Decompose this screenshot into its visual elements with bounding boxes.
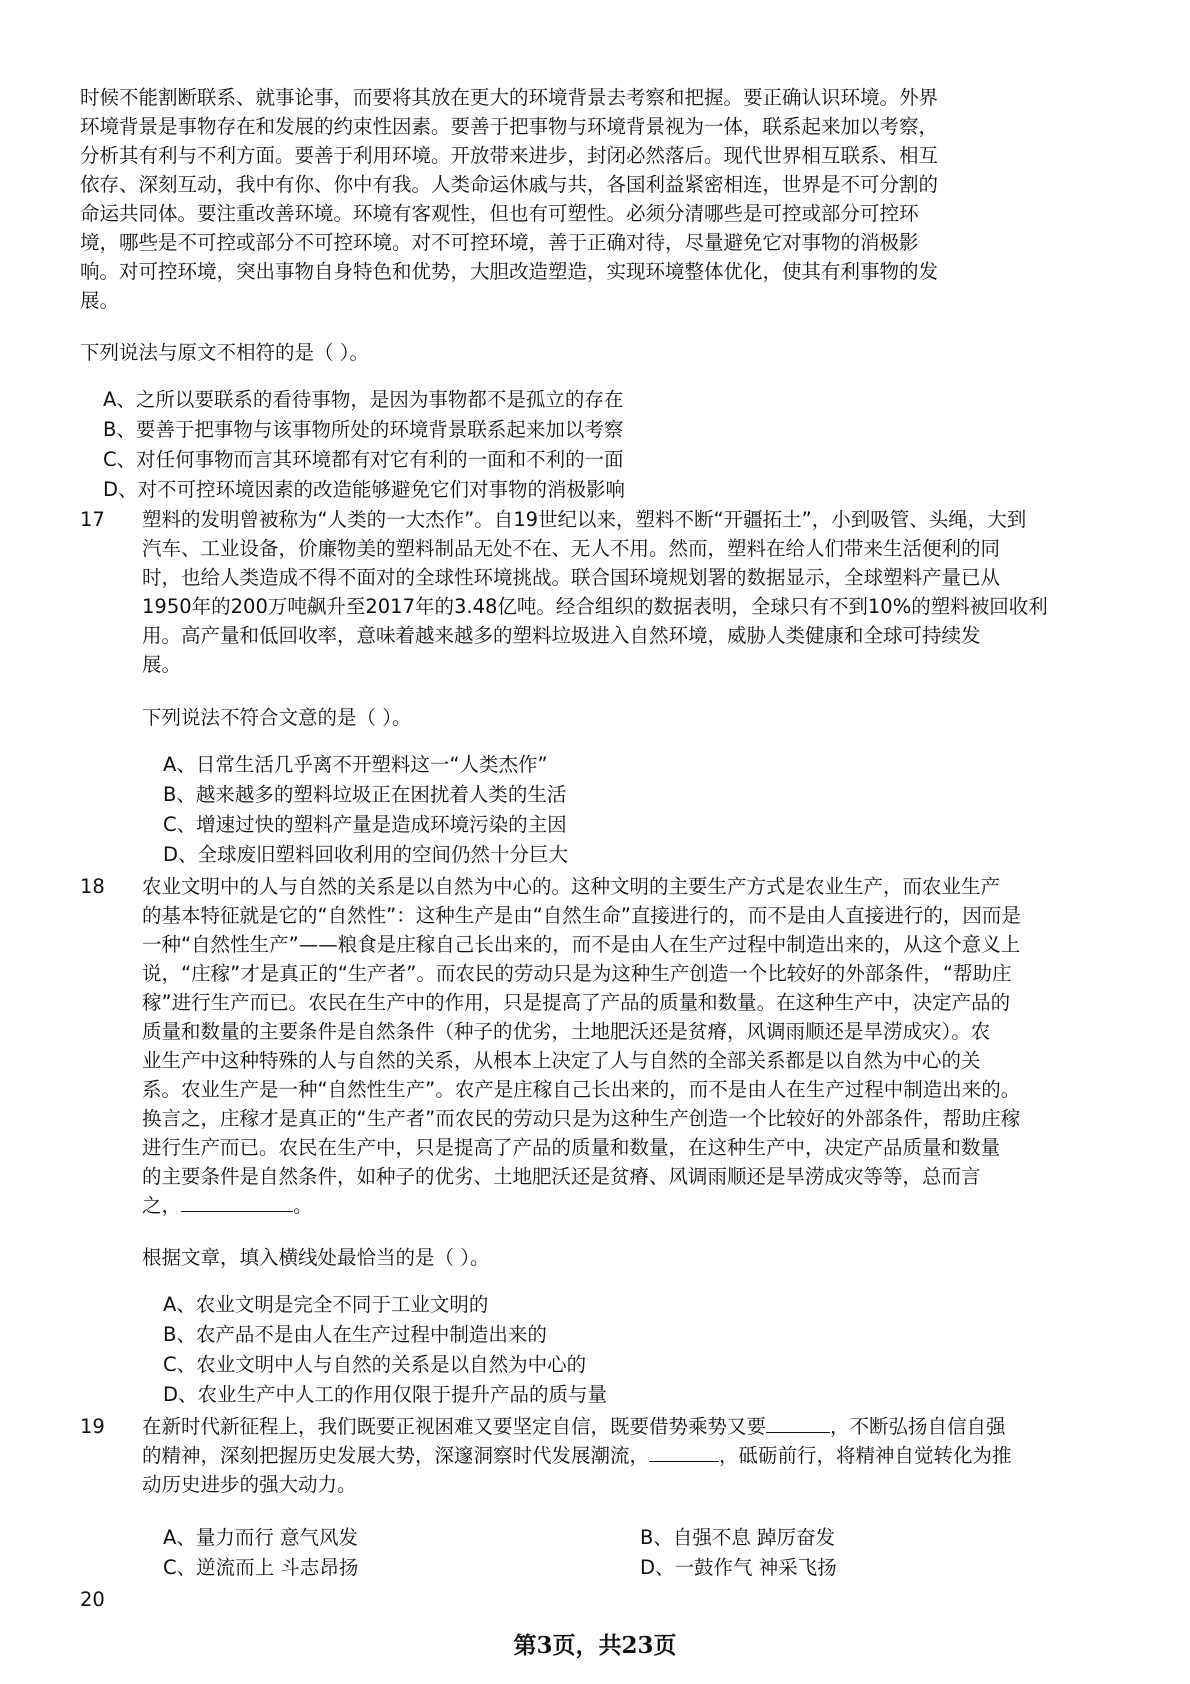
answer-blank <box>181 1209 293 1212</box>
passage-line: 农业文明中的人与自然的关系是以自然为中心的。这种文明的主要生产方式是农业生产，而农业生产 <box>142 875 1001 898</box>
passage-line: 业生产中这种特殊的人与自然的关系，从根本上决定了人与自然的全部关系都是以自然为中心的关 <box>142 1049 981 1072</box>
passage-line: 汽车、工业设备，价廉物美的塑料制品无处不在、无人不用。然而，塑料在给人们带来生活便利的同 <box>142 537 1001 560</box>
passage-line: 系。农业生产是一种“自然性生产”。农产是庄稼自己长出来的，而不是由人在生产过程中制造出来的。 <box>142 1078 1021 1101</box>
option-b[interactable]: B、越来越多的塑料垃圾正在困扰着人类的生活 <box>163 783 567 806</box>
passage-line: 进行生产而已。农民在生产中，只是提高了产品的质量和数量，在这种生产中，决定产品质量和数量 <box>142 1136 1001 1159</box>
last-line-suffix: 。 <box>293 1194 313 1217</box>
option-b[interactable]: B、自强不息 踔厉奋发 <box>640 1526 836 1549</box>
passage-line: 稼”进行生产而已。农民在生产中的作用，只是提高了产品的质量和数量。在这种生产中，决定产品的 <box>142 991 1011 1014</box>
option-c[interactable]: C、增速过快的塑料产量是造成环境污染的主因 <box>163 813 567 836</box>
option-a[interactable]: A、农业文明是完全不同于工业文明的 <box>163 1293 489 1316</box>
passage-line: 的基本特征就是它的“自然性”：这种生产是由“自然生命”直接进行的，而不是由人直接进行的，因而是 <box>142 904 1021 927</box>
passage-last-line <box>142 1196 313 1216</box>
passage-line: 时，也给人类造成不得不面对的全球性环境挑战。联合国环境规划署的数据显示，全球塑料产量已从 <box>142 566 1001 589</box>
passage-line: 用。高产量和低回收率，意味着越来越多的塑料垃圾进入自然环境，威胁人类健康和全球可持续发 <box>142 624 981 647</box>
passage-intro-line: 时候不能割断联系、就事论事，而要将其放在更大的环境背景去考察和把握。要正确认识环境。外界 <box>80 86 939 109</box>
question-number: 18 <box>80 875 105 898</box>
option-d[interactable]: D、对不可控环境因素的改造能够避免它们对事物的消极影响 <box>103 478 626 501</box>
option-a[interactable]: A、之所以要联系的看待事物，是因为事物都不是孤立的存在 <box>103 388 624 411</box>
option-d[interactable]: D、农业生产中人工的作用仅限于提升产品的质与量 <box>163 1383 608 1406</box>
passage-line: 换言之，庄稼才是真正的“生产者”而农民的劳动只是为这种生产创造一个比较好的外部条件，帮助庄稼 <box>142 1107 1021 1130</box>
passage-intro-line: 命运共同体。要注重改善环境。环境有客观性，但也有可塑性。必须分清哪些是可控或部分可控环 <box>80 202 919 225</box>
passage-intro-line: 境，哪些是不可控或部分不可控环境。对不可控环境，善于正确对待，尽量避免它对事物的消极影 <box>80 231 919 254</box>
option-c[interactable]: C、对任何事物而言其环境都有对它有利的一面和不利的一面 <box>103 448 624 471</box>
passage-line: 动历史进步的强大动力。 <box>142 1473 357 1496</box>
passage-intro-line: 响。对可控环境，突出事物自身特色和优势，大胆改造塑造，实现环境整体优化，使其有利事物的发 <box>80 260 939 283</box>
passage-line: 质量和数量的主要条件是自然条件（种子的优劣，土地肥沃还是贫瘠，风调雨顺还是旱涝成灾）。农 <box>142 1020 991 1043</box>
option-a[interactable]: A、日常生活几乎离不开塑料这一“人类杰作” <box>163 753 548 776</box>
question-number: 19 <box>80 1415 105 1438</box>
passage-line: 的主要条件是自然条件，如种子的优劣、土地肥沃还是贫瘠、风调雨顺还是旱涝成灾等等，总而言 <box>142 1165 981 1188</box>
option-d[interactable]: D、一鼓作气 神采飞扬 <box>640 1556 837 1579</box>
option-d[interactable]: D、全球废旧塑料回收利用的空间仍然十分巨大 <box>163 843 569 866</box>
question-stem: 根据文章，填入横线处最恰当的是（ ）。 <box>142 1246 490 1269</box>
passage-segment: 在新时代新征程上，我们既要正视困难又要坚定自信，既要借势乘势又要 <box>142 1415 767 1438</box>
question-20-number: 20 <box>80 1588 105 1611</box>
passage-segment: 的精神，深刻把握历史发展大势，深邃洞察时代发展潮流， <box>142 1444 650 1467</box>
passage-line: 塑料的发明曾被称为“人类的一大杰作”。自19世纪以来，塑料不断“开疆拓土”，小到吸管、头绳，大到 <box>142 508 1027 531</box>
answer-blank <box>766 1430 830 1433</box>
option-b[interactable]: B、农产品不是由人在生产过程中制造出来的 <box>163 1323 547 1346</box>
option-b[interactable]: B、要善于把事物与该事物所处的环境背景联系起来加以考察 <box>103 418 624 441</box>
passage-line <box>142 1446 1012 1466</box>
passage-line: 说，“庄稼”才是真正的“生产者”。而农民的劳动只是为这种生产创造一个比较好的外部条件，“帮助庄 <box>142 962 1012 985</box>
option-c[interactable]: C、农业文明中人与自然的关系是以自然为中心的 <box>163 1353 587 1376</box>
passage-intro-line: 展。 <box>80 289 120 312</box>
question-number: 17 <box>80 508 105 531</box>
answer-blank <box>649 1459 719 1462</box>
option-c[interactable]: C、逆流而上 斗志昂扬 <box>163 1556 359 1579</box>
last-line-prefix: 之， <box>142 1194 182 1217</box>
passage-line: 1950年的200万吨飙升至2017年的3.48亿吨。经合组织的数据表明，全球只有不到10%的塑料被回收利 <box>142 595 1048 618</box>
passage-intro-line: 分析其有利与不利方面。要善于利用环境。开放带来进步，封闭必然落后。现代世界相互联系、相互 <box>80 144 939 167</box>
option-a[interactable]: A、量力而行 意气风发 <box>163 1526 359 1549</box>
passage-intro-line: 环境背景是事物存在和发展的约束性因素。要善于把事物与环境背景视为一体，联系起来加以考察， <box>80 115 939 138</box>
question-stem: 下列说法不符合文意的是（ ）。 <box>142 706 412 729</box>
passage-line: 展。 <box>142 653 182 676</box>
passage-segment: ，不断弘扬自信自强 <box>830 1415 1006 1438</box>
passage-segment: ，砥砺前行，将精神自觉转化为推 <box>719 1444 1012 1467</box>
page-footer: 第3页，共23页 <box>513 1632 677 1659</box>
passage-intro-line: 依存、深刻互动，我中有你、你中有我。人类命运休戚与共，各国利益紧密相连，世界是不可分割的 <box>80 173 939 196</box>
question-stem: 下列说法与原文不相符的是（ ）。 <box>80 341 369 364</box>
passage-line <box>142 1417 1006 1437</box>
passage-line: 一种“自然性生产”——粮食是庄稼自己长出来的，而不是由人在生产过程中制造出来的，从这个意义上 <box>142 933 1021 956</box>
